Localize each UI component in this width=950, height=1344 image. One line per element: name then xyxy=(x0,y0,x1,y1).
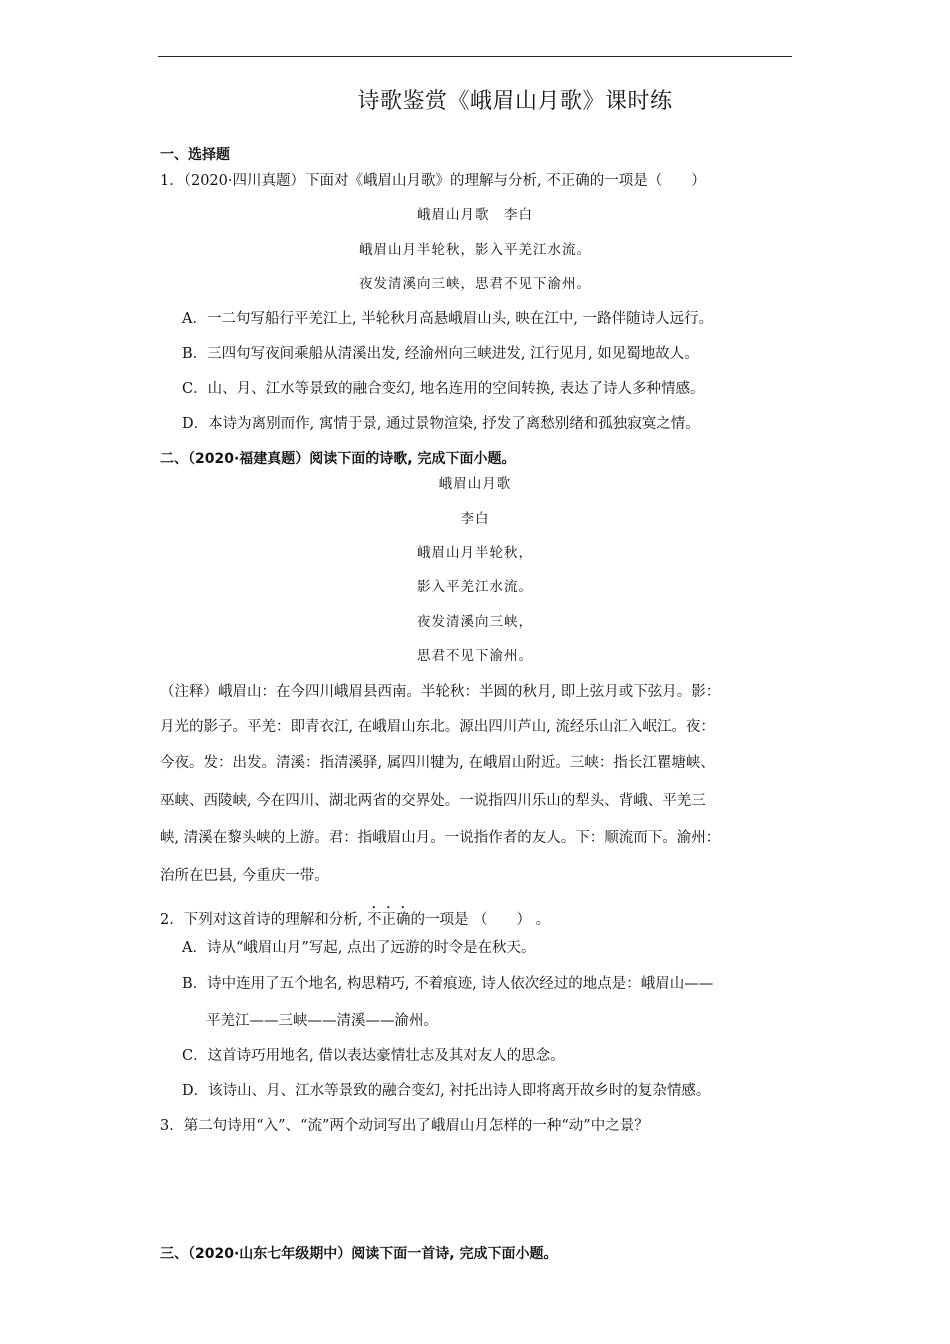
note-line-3: 今夜。发：出发。清溪：指清溪驿, 属四川犍为, 在峨眉山附近。三峡：指长江瞿塘峡、 xyxy=(160,755,715,771)
s2-poem-line-2: 影入平羌江水流。 xyxy=(417,579,533,595)
q2-option-a: A．诗从“峨眉山月”写起, 点出了远游的时令是在秋天。 xyxy=(182,940,536,956)
note-line-6: 治所在巴县, 今重庆一带。 xyxy=(160,868,329,884)
note-line-5: 峡, 清溪在黎头峡的上游。君：指峨眉山月。一说指作者的友人。下：顺流而下。渝州： xyxy=(160,830,721,846)
top-rule xyxy=(158,56,792,57)
q1-option-c: C．山、月、江水等景致的融合变幻, 地名连用的空间转换, 表达了诗人多种情感。 xyxy=(182,381,705,397)
q2-stem xyxy=(160,904,550,929)
q2-stem-after: 的一项是 （ ） 。 xyxy=(410,912,551,928)
s2-poem-line-3: 夜发清溪向三峡， xyxy=(417,614,533,630)
section-1-heading: 一、选择题 xyxy=(160,147,230,163)
note-line-1: （注释）峨眉山：在今四川峨眉县西南。半轮秋：半圆的秋月, 即上弦月或下弦月。影： xyxy=(160,684,721,700)
q1-option-d: D．本诗为离别而作, 寓情于景, 通过景物渲染, 抒发了离愁别绪和孤独寂寞之情。 xyxy=(182,416,700,432)
section-2-heading: 二、（2020·福建真题）阅读下面的诗歌, 完成下面小题。 xyxy=(160,451,516,467)
q1-stem: 1．（2020·四川真题）下面对《峨眉山月歌》的理解与分析, 不正确的一项是（ ） xyxy=(160,173,706,189)
note-line-2: 月光的影子。平羌：即青衣江, 在峨眉山东北。源出四川芦山, 流经乐山汇入岷江。夜： xyxy=(160,719,715,735)
q1-option-a: A．一二句写船行平羌江上, 半轮秋月高悬峨眉山头, 映在江中, 一路伴随诗人远行。 xyxy=(182,311,714,327)
q1-poem-line-1: 峨眉山月半轮秋，影入平羌江水流。 xyxy=(359,242,591,258)
q2-option-b: B．诗中连用了五个地名, 构思精巧, 不着痕迹, 诗人依次经过的地点是：峨眉山—— xyxy=(182,976,714,992)
note-line-4: 巫峡、西陵峡, 今在四川、湖北两省的交界处。一说指四川乐山的犁头、背峨、平羌三 xyxy=(160,793,706,809)
q2-stem-before: 2．下列对这首诗的理解和分析, xyxy=(160,912,367,928)
q3-stem: 3．第二句诗用“入”、“流”两个动词写出了峨眉山月怎样的一种“动”中之景？ xyxy=(160,1118,649,1134)
page-title: 诗歌鉴赏《峨眉山月歌》课时练 xyxy=(357,89,673,114)
q1-poem-line-2: 夜发清溪向三峡，思君不见下渝州。 xyxy=(359,276,591,292)
q2-stem-emphasis: 不正确 xyxy=(366,912,411,928)
section-3-heading: 三、（2020·山东七年级期中）阅读下面一首诗, 完成下面小题。 xyxy=(160,1246,558,1262)
q2-option-d: D．该诗山、月、江水等景致的融合变幻, 衬托出诗人即将离开故乡时的复杂情感。 xyxy=(182,1083,711,1099)
q2-option-c: C．这首诗巧用地名, 借以表达豪情壮志及其对友人的思念。 xyxy=(182,1048,565,1064)
q1-poem-title: 峨眉山月歌 李白 xyxy=(417,207,533,223)
q2-option-b-cont: 平羌江——三峡——清溪——渝州。 xyxy=(206,1013,438,1029)
s2-poem-title: 峨眉山月歌 xyxy=(438,476,512,492)
s2-poem-line-1: 峨眉山月半轮秋， xyxy=(417,545,533,561)
s2-poem-line-4: 思君不见下渝州。 xyxy=(417,648,533,664)
s2-poem-author: 李白 xyxy=(460,511,490,527)
q1-option-b: B．三四句写夜间乘船从清溪出发, 经渝州向三峡进发, 江行见月, 如见蜀地故人。 xyxy=(182,346,699,362)
